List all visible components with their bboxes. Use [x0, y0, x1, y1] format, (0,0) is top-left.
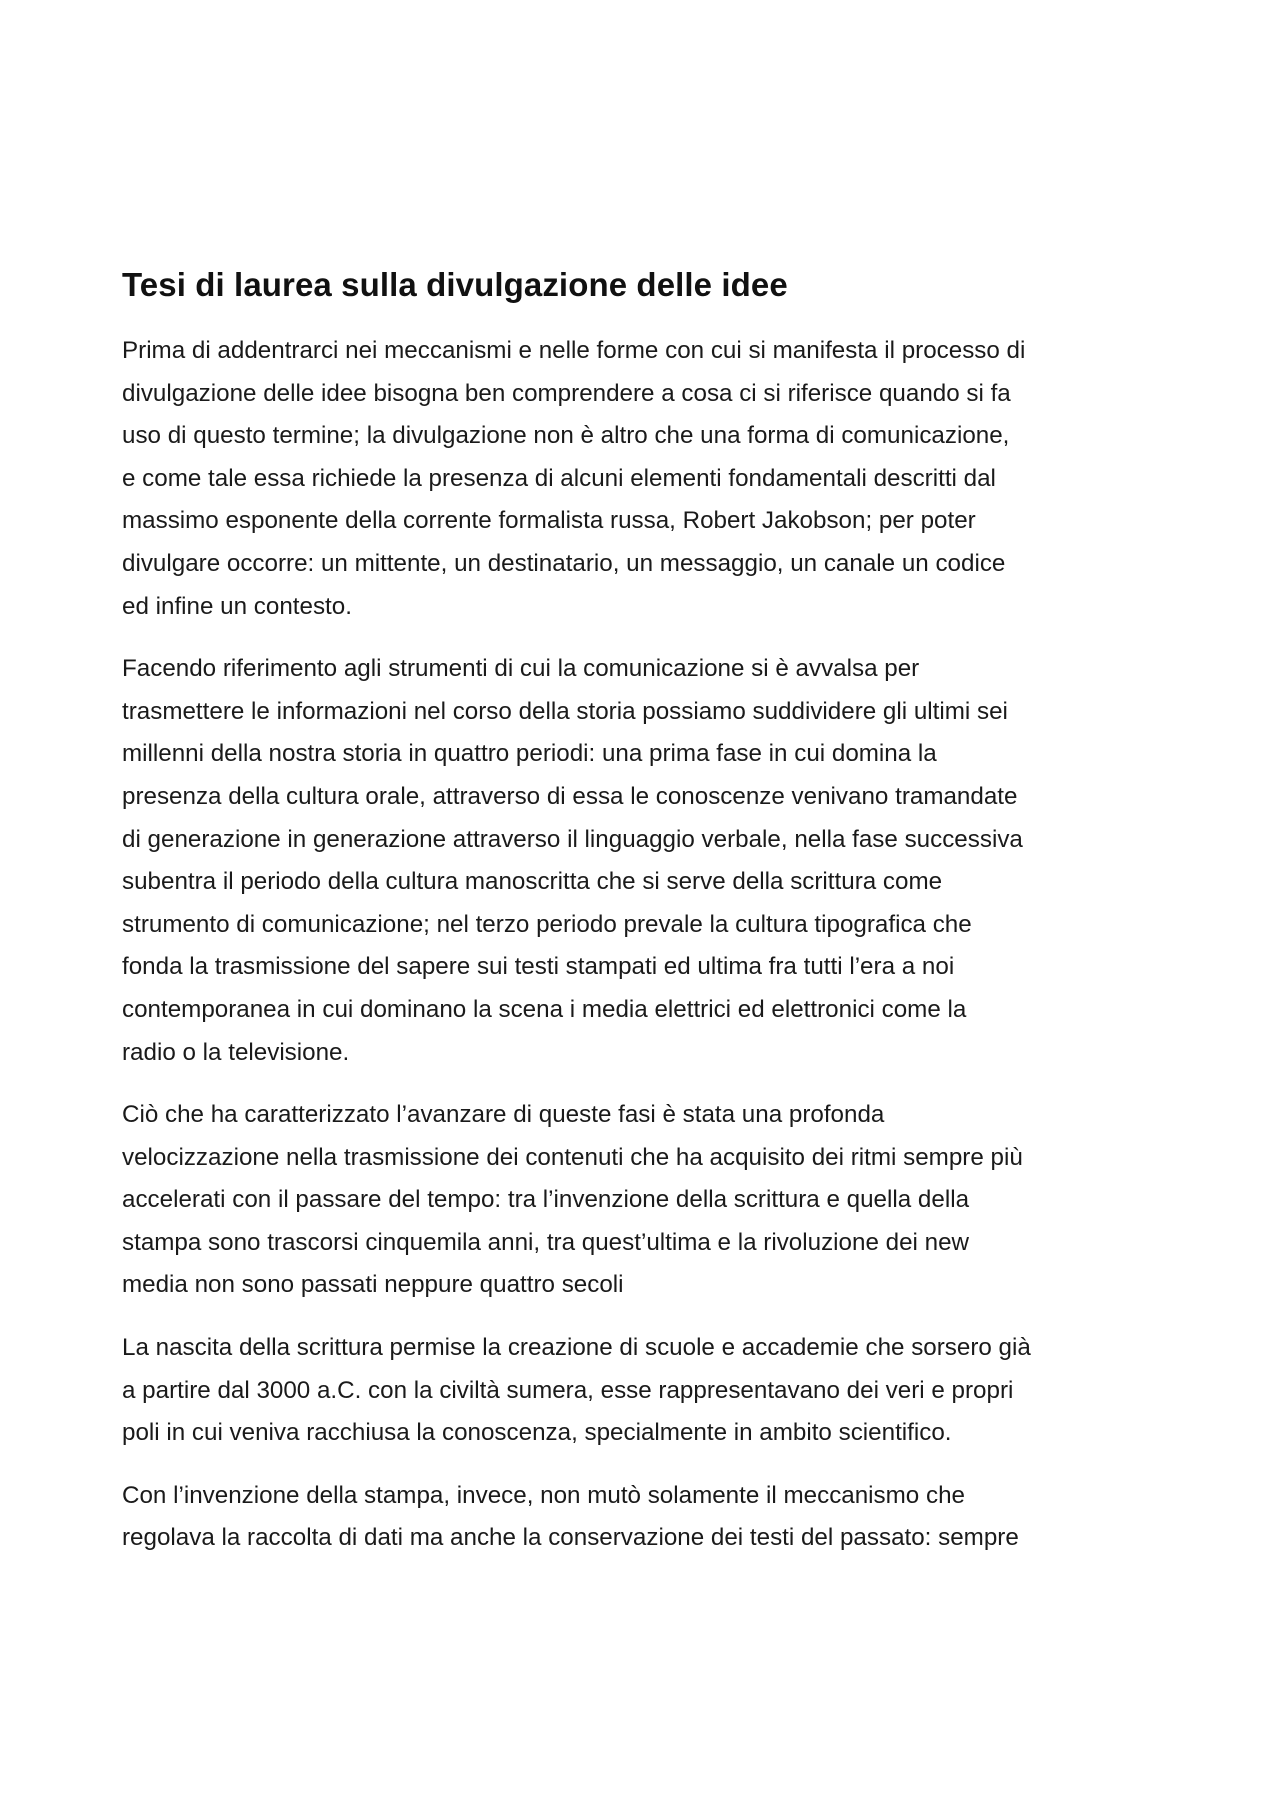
- text-line: Con l’invenzione della stampa, invece, non mutò solamente il meccanismo che: [122, 1481, 965, 1509]
- paragraph-3: [122, 1094, 1162, 1307]
- text-line: strumento di comunicazione; nel terzo periodo prevale la cultura tipografica che: [122, 910, 972, 938]
- text-line: subentra il periodo della cultura manoscritta che si serve della scrittura come: [122, 868, 943, 896]
- document-body: [122, 262, 1162, 1580]
- text-line: divulgare occorre: un mittente, un destinatario, un messaggio, un canale un codice: [122, 549, 1006, 577]
- text-line: divulgazione delle idee bisogna ben comprendere a cosa ci si riferisce quando si fa: [122, 379, 1011, 407]
- text-line: e come tale essa richiede la presenza di alcuni elementi fondamentali descritti dal: [122, 464, 996, 492]
- text-line: radio o la televisione.: [122, 1038, 350, 1066]
- text-line: millenni della nostra storia in quattro periodi: una prima fase in cui domina la: [122, 740, 937, 768]
- text-line: media non sono passati neppure quattro secoli: [122, 1271, 624, 1299]
- text-line: di generazione in generazione attraverso il linguaggio verbale, nella fase successiva: [122, 825, 1023, 853]
- paragraph-5: [122, 1475, 1162, 1560]
- text-line: fonda la trasmissione del sapere sui testi stampati ed ultima fra tutti l’era a noi: [122, 953, 955, 981]
- paragraph-4: [122, 1327, 1162, 1455]
- text-line: Prima di addentrarci nei meccanismi e nelle forme con cui si manifesta il processo di: [122, 337, 1026, 364]
- text-line: accelerati con il passare del tempo: tra l’invenzione della scrittura e quella della: [122, 1186, 970, 1214]
- text-line: contemporanea in cui dominano la scena i media elettrici ed elettronici come la: [122, 995, 967, 1023]
- text-line: a partire dal 3000 a.C. con la civiltà sumera, esse rappresentavano dei veri e propri: [122, 1376, 1014, 1404]
- document-title: Tesi di laurea sulla divulgazione delle idee: [122, 266, 788, 303]
- text-line: stampa sono trascorsi cinquemila anni, tra quest’ultima e la rivoluzione dei new: [122, 1228, 969, 1256]
- text-line: velocizzazione nella trasmissione dei contenuti che ha acquisito dei ritmi sempre più: [122, 1143, 1023, 1171]
- text-line: massimo esponente della corrente formalista russa, Robert Jakobson; per poter: [122, 507, 976, 535]
- text-line: poli in cui veniva racchiusa la conoscenza, specialmente in ambito scientifico.: [122, 1419, 952, 1447]
- text-line: ed infine un contesto.: [122, 592, 352, 620]
- text-line: regolava la raccolta di dati ma anche la conservazione dei testi del passato: sempre: [122, 1524, 1019, 1552]
- text-line: trasmettere le informazioni nel corso della storia possiamo suddividere gli ultimi sei: [122, 697, 1008, 725]
- text-line: uso di questo termine; la divulgazione non è altro che una forma di comunicazione,: [122, 422, 1010, 450]
- paragraph-2: [122, 648, 1162, 1074]
- paragraph-1: [122, 330, 1162, 628]
- text-line: La nascita della scrittura permise la creazione di scuole e accademie che sorsero già: [122, 1334, 1031, 1362]
- text-line: Ciò che ha caratterizzato l’avanzare di queste fasi è stata una profonda: [122, 1101, 885, 1129]
- text-line: Facendo riferimento agli strumenti di cui la comunicazione si è avvalsa per: [122, 655, 920, 683]
- text-line: presenza della cultura orale, attraverso di essa le conoscenze venivano tramandate: [122, 782, 1018, 810]
